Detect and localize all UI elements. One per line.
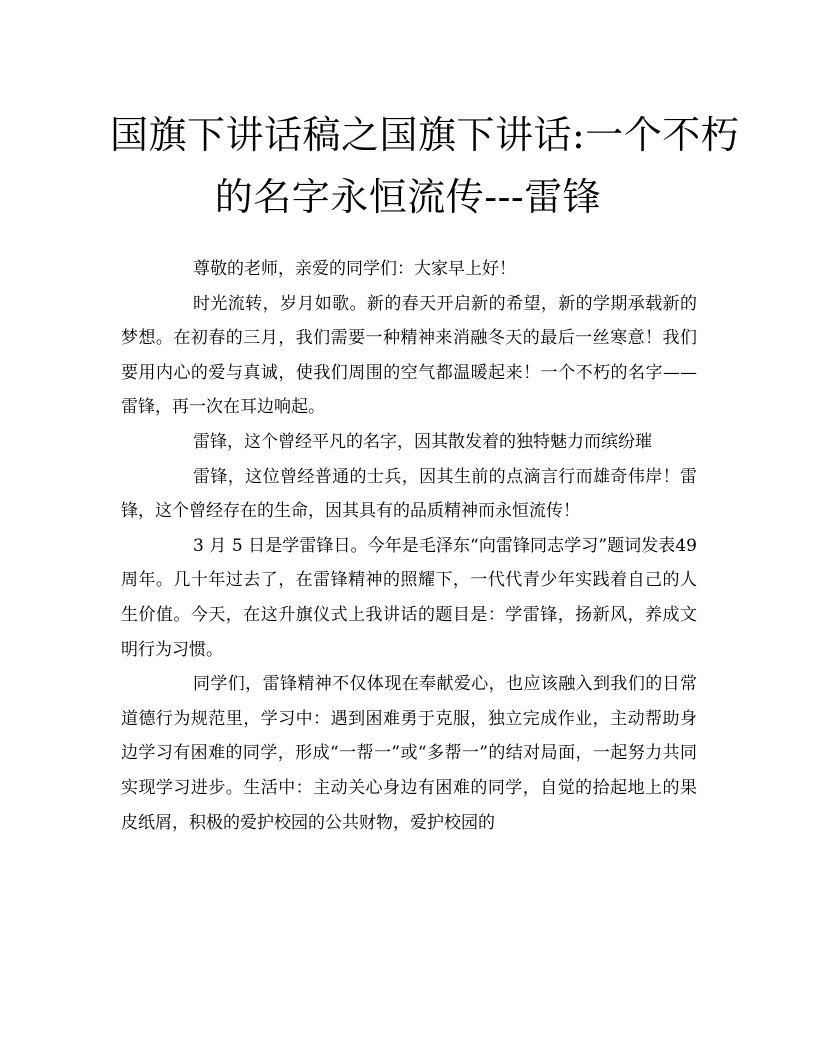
- title-line-2: 的名字永恒流传---雷锋: [214, 175, 602, 219]
- paragraph-leifeng-name: 雷锋，这个曾经平凡的名字，因其散发着的独特魅力而缤纷璀: [193, 431, 652, 452]
- paragraph-classmates: 同学们，雷锋精神不仅体现在奉献爱心，也应该融入到我们的日常道德行为规范里，学习中：遇到困难勇于克服，独立完成作业，主动帮助身边学习有困难的同学，形成“一帮一”或“多帮一”的结对局面，一起努力共同实现学习进步。生活中：主动关心身边有困难的同学，自觉的拾起地上的果皮纸屑，积极的爱护校园的公共财物，爱护校园的: [121, 674, 697, 833]
- paragraph-march-fifth: 3 月 5 日是学雷锋日。今年是毛泽东“向雷锋同志学习”题词发表49 周年。几十年过去了，在雷锋精神的照耀下，一代代青少年实践着自己的人生价值。今天，在这升旗仪式上我讲话的题目是：学雷锋，扬新风，养成文明行为习惯。: [121, 535, 697, 660]
- document-body: [121, 252, 697, 840]
- paragraph-leifeng-soldier: 雷锋，这位曾经普通的士兵，因其生前的点滴言行而雄奇伟岸！雷锋，这个曾经存在的生命，因其具有的品质精神而永恒流传！: [121, 466, 697, 522]
- title-line-1: 国旗下讲话稿之国旗下讲话:一个不朽: [110, 113, 740, 157]
- paragraph-spring: 时光流转，岁月如歌。新的春天开启新的希望，新的学期承载新的梦想。在初春的三月，我们需要一种精神来消融冬天的最后一丝寒意！我们要用内心的爱与真诚，使我们周围的空气都温暖起来！一个不朽的名字——雷锋，再一次在耳边响起。: [121, 293, 697, 418]
- paragraph-greeting: 尊敬的老师，亲爱的同学们：大家早上好！: [193, 259, 516, 279]
- document-title: [110, 104, 740, 228]
